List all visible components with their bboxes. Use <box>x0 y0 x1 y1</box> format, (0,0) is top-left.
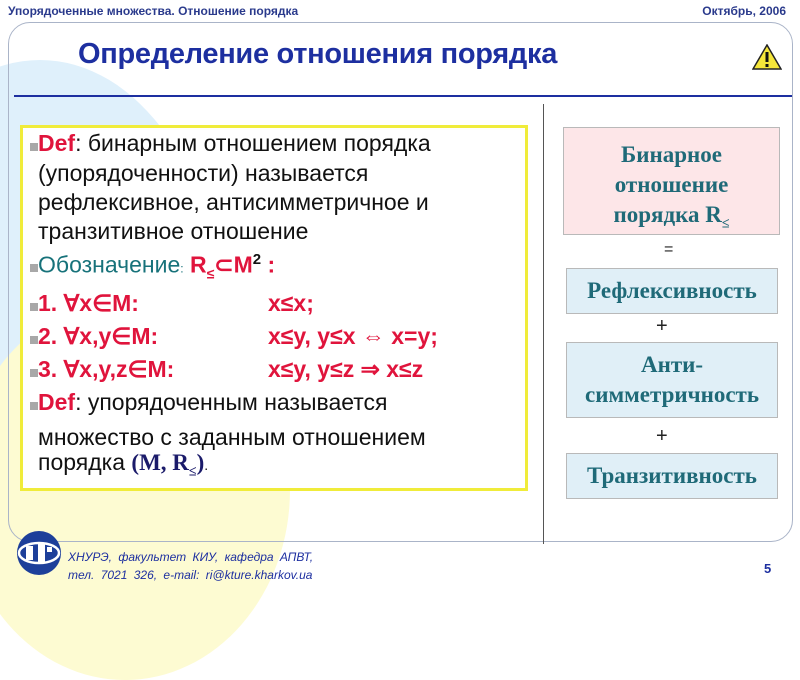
equals-sign: = <box>664 241 674 258</box>
prop-1 <box>38 290 314 317</box>
header-bar <box>0 0 800 22</box>
page-number: 5 <box>764 561 772 576</box>
def-line-1 <box>38 130 431 157</box>
prop-1-formula: x≤x; <box>268 290 314 316</box>
bullet-icon <box>30 143 38 151</box>
binary-relation-box <box>563 127 780 235</box>
transitivity-box: Транзитивность <box>566 453 778 499</box>
notation-set: M <box>233 251 253 278</box>
main-line-1: Бинарное <box>621 142 722 167</box>
reflexivity-box: Рефлексивность <box>566 268 778 314</box>
def2-pair-end: ) <box>196 450 205 475</box>
bullet-icon <box>30 264 38 272</box>
def-line-4 <box>38 218 308 245</box>
antisymmetry-box <box>566 342 778 418</box>
university-logo <box>16 530 62 576</box>
main-line-2: отношение <box>614 172 729 197</box>
prop-3-quantifier: 3. ∀x,y,z∈M: <box>38 356 175 382</box>
main-line-3-text: порядка R <box>613 202 722 227</box>
def-text-3: рефлексивное, антисимметричное и <box>38 189 429 215</box>
title-underline <box>14 95 792 97</box>
header-topic: Упорядоченные множества. Отношение порядка <box>8 4 299 18</box>
plus-sign-1: + <box>656 315 668 337</box>
def2-text-2: множество с заданным отношением <box>38 424 426 450</box>
def2-line-3 <box>38 449 208 481</box>
main-line-3-sub: ≤ <box>721 216 730 232</box>
def2-line-2 <box>38 424 426 451</box>
main-line-3 <box>564 200 779 240</box>
prop-3 <box>38 356 424 383</box>
prop-2 <box>38 323 438 350</box>
anti-line-1: Анти- <box>640 352 704 377</box>
notation-line <box>38 251 275 281</box>
footer-line-2: тел. 7021 326, e-mail: ri@kture.kharkov.ua <box>68 568 313 582</box>
notation-subset: ⊂ <box>214 251 234 278</box>
def-line-2 <box>38 160 368 187</box>
vertical-divider <box>543 104 544 544</box>
prop-1-quantifier: 1. ∀x∈M: <box>38 290 139 316</box>
prop-2-formula: x≤y, y≤x ⇔ x=y; <box>268 323 438 349</box>
prop-2-quantifier: 2. ∀x,y∈M: <box>38 323 159 349</box>
def2-text-3: порядка <box>38 449 126 475</box>
def2-text-1: : упорядоченным называется <box>75 389 388 415</box>
def-text-2: (упорядоченности) называется <box>38 160 369 186</box>
def2-line-1 <box>38 389 388 416</box>
anti-line-2: симметричность <box>584 382 760 407</box>
def-text-4: транзитивное отношение <box>38 218 309 244</box>
prop-3-formula: x≤y, y≤z ⇒ x≤z <box>268 356 424 382</box>
bullet-icon <box>30 369 38 377</box>
footer-line-1: ХНУРЭ, факультет КИУ, кафедра АПВТ, <box>68 550 314 564</box>
header-date: Октябрь, 2006 <box>702 4 786 18</box>
def2-pair-sub: ≤ <box>188 464 197 480</box>
plus-sign-2: + <box>656 425 668 447</box>
def-text-1: : бинарным отношением порядка <box>75 130 431 156</box>
page-title: Определение отношения порядка <box>78 38 558 70</box>
notation-exp: 2 <box>252 251 262 268</box>
def2-dot: . <box>204 457 209 473</box>
def2-label: Def <box>38 389 76 415</box>
def2-pair: (M, R <box>131 450 189 475</box>
warning-icon <box>752 44 782 70</box>
notation-end: : <box>261 251 276 278</box>
def-label: Def <box>38 130 76 156</box>
notation-label: Обозначение <box>38 251 181 278</box>
notation-r: R <box>189 251 207 278</box>
bullet-icon <box>30 303 38 311</box>
notation-colon: : <box>180 261 184 276</box>
notation-sub: ≤ <box>206 265 215 282</box>
bullet-icon <box>30 336 38 344</box>
def-line-3 <box>38 189 429 216</box>
bullet-icon <box>30 402 38 410</box>
